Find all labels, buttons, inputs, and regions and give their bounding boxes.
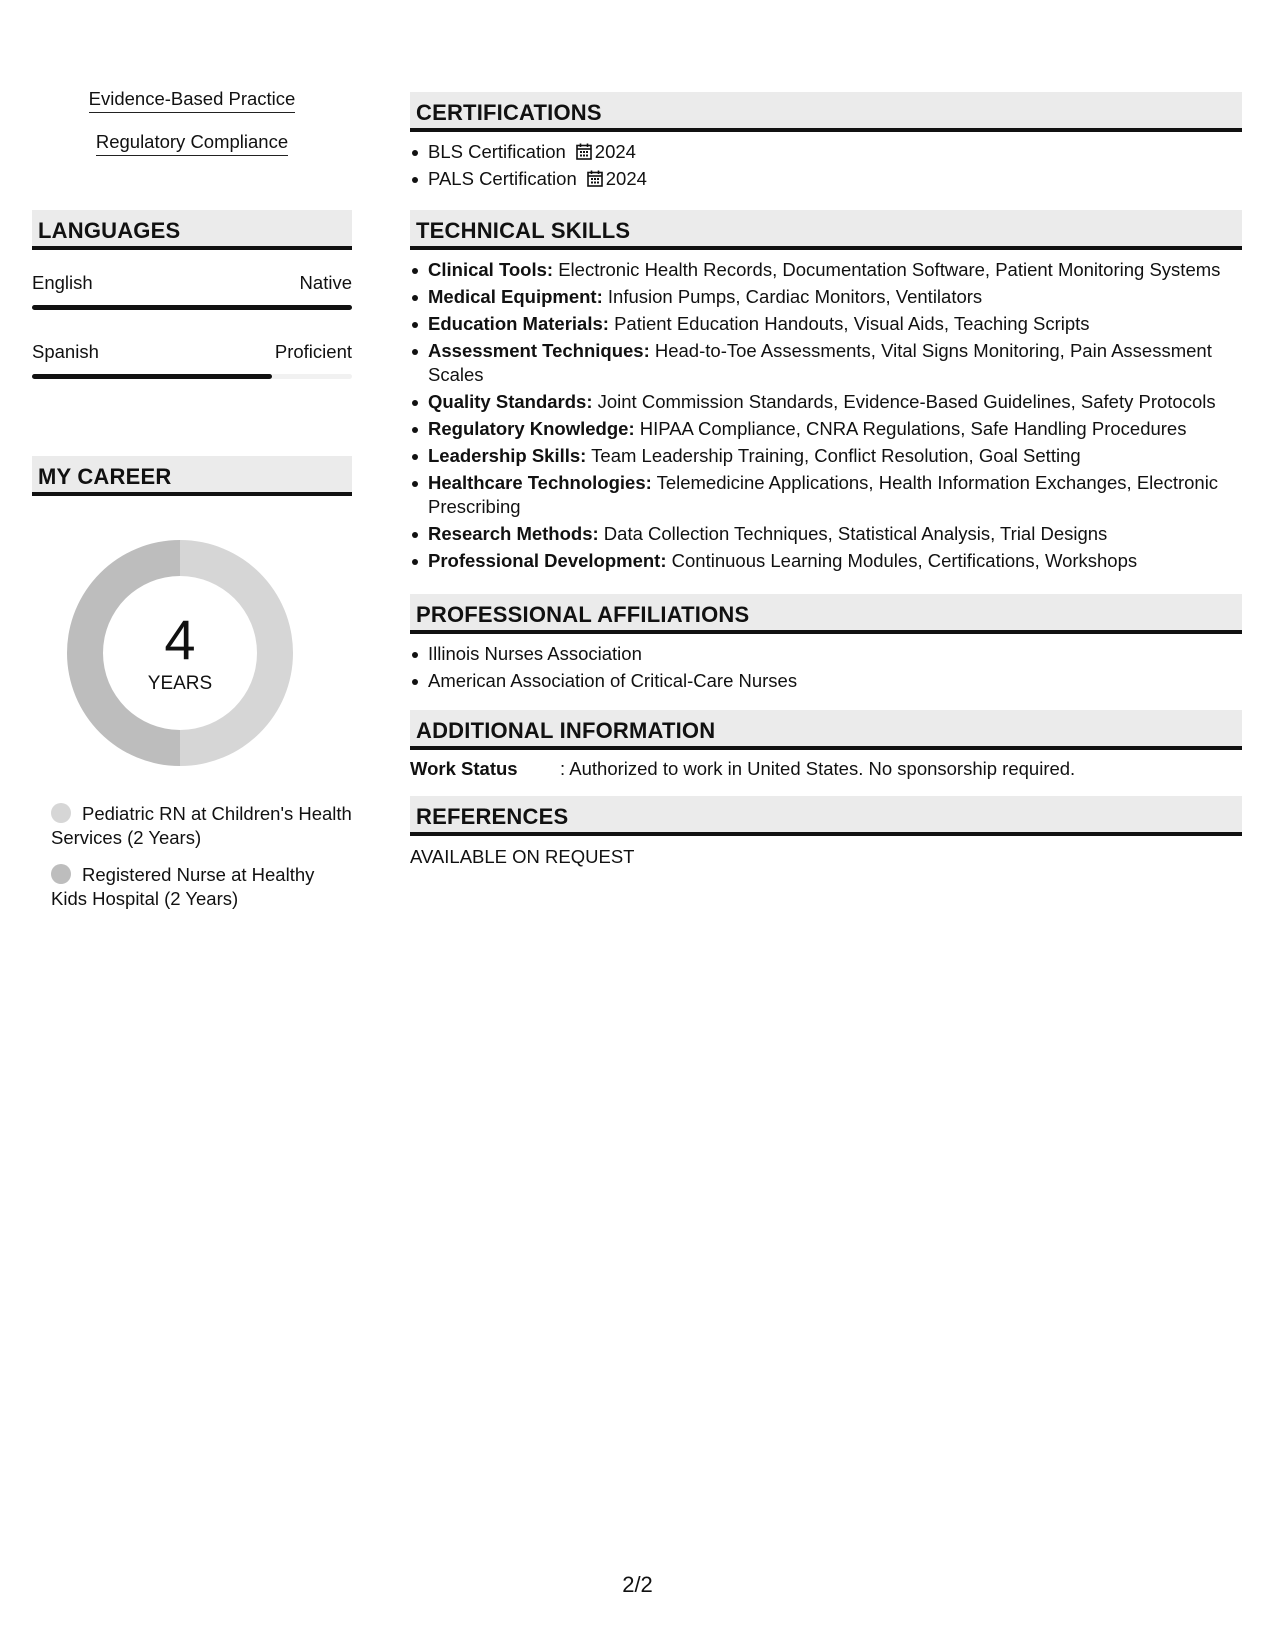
references-section (410, 796, 1242, 868)
affiliation-item: Illinois Nurses Association (410, 642, 1242, 666)
languages-section (32, 210, 352, 379)
career-legend-item (51, 863, 352, 911)
career-donut-chart (67, 540, 293, 766)
affiliations-heading: PROFESSIONAL AFFILIATIONS (410, 594, 1242, 634)
skill-item (410, 285, 1242, 309)
skill-text: Electronic Health Records, Documentation Software, Patient Monitoring Systems (553, 259, 1221, 280)
language-name: Spanish (32, 341, 99, 362)
career-total-years: 4 (164, 608, 196, 671)
skill-label: Assessment Techniques: (428, 340, 650, 361)
legend-dot-icon (51, 864, 71, 884)
affiliations-section (410, 594, 1242, 696)
skill-text: Joint Commission Standards, Evidence-Based Guidelines, Safety Protocols (592, 391, 1216, 412)
career-total-unit: YEARS (147, 673, 213, 694)
skill-item (410, 522, 1242, 546)
skill-label: Healthcare Technologies: (428, 472, 652, 493)
skill-item (410, 339, 1242, 387)
calendar-icon (576, 143, 592, 160)
career-legend-label: Registered Nurse at Healthy Kids Hospital (2 Years) (51, 864, 315, 909)
language-level: Native (299, 272, 352, 293)
technical-skills-section (410, 210, 1242, 576)
certifications-heading: CERTIFICATIONS (410, 92, 1242, 132)
skill-item (410, 312, 1242, 336)
work-status-value: : Authorized to work in United States. No sponsorship required. (560, 758, 1076, 779)
career-legend (32, 802, 352, 911)
work-status-label: Work Status (410, 758, 518, 779)
calendar-icon (587, 170, 603, 187)
affiliation-item: American Association of Critical-Care Nurses (410, 669, 1242, 693)
skill-label: Education Materials: (428, 313, 609, 334)
career-legend-label: Pediatric RN at Children's Health Services (2 Years) (51, 803, 352, 848)
work-status-row (410, 758, 1242, 780)
affiliations-list (410, 642, 1242, 693)
career-legend-item (51, 802, 352, 850)
certification-name: PALS Certification (428, 168, 577, 189)
language-row (32, 272, 352, 294)
certification-item (410, 167, 1242, 191)
skill-label: Quality Standards: (428, 391, 593, 412)
skill-label: Research Methods: (428, 523, 599, 544)
language-bar (32, 305, 352, 310)
certification-item (410, 140, 1242, 164)
references-text: AVAILABLE ON REQUEST (410, 846, 635, 867)
references-heading: REFERENCES (410, 796, 1242, 836)
additional-info-heading: ADDITIONAL INFORMATION (410, 710, 1242, 750)
skill-text: Patient Education Handouts, Visual Aids, Teaching Scripts (608, 313, 1090, 334)
skill-item (410, 549, 1242, 573)
skill-tag: Regulatory Compliance (96, 131, 288, 156)
skill-text: Team Leadership Training, Conflict Resolution, Goal Setting (586, 445, 1081, 466)
skill-label: Professional Development: (428, 550, 667, 571)
skill-item (410, 417, 1242, 441)
language-bar-fill (32, 374, 272, 379)
certification-name: BLS Certification (428, 141, 566, 162)
skill-tag: Evidence-Based Practice (89, 88, 296, 113)
certifications-section (410, 92, 1242, 194)
skill-item (410, 444, 1242, 468)
technical-skills-heading: TECHNICAL SKILLS (410, 210, 1242, 250)
skill-text: Infusion Pumps, Cardiac Monitors, Ventilators (602, 286, 983, 307)
skill-item (410, 258, 1242, 282)
skill-item (410, 471, 1242, 519)
skill-text: Continuous Learning Modules, Certifications, Workshops (666, 550, 1138, 571)
certification-year: 2024 (594, 141, 636, 162)
language-row (32, 341, 352, 363)
skill-tags (32, 88, 352, 174)
language-bar (32, 374, 352, 379)
skill-item (410, 390, 1242, 414)
additional-info-section (410, 710, 1242, 780)
certifications-list (410, 140, 1242, 191)
technical-skills-list (410, 258, 1242, 573)
skill-text: Telemedicine Applications, Health Information Exchanges, Electronic Prescribing (428, 472, 1219, 517)
legend-dot-icon (51, 803, 71, 823)
skill-text: Head-to-Toe Assessments, Vital Signs Monitoring, Pain Assessment Scales (428, 340, 1212, 385)
skill-label: Regulatory Knowledge: (428, 418, 635, 439)
skill-label: Clinical Tools: (428, 259, 554, 280)
career-heading: MY CAREER (32, 456, 352, 496)
languages-heading: LANGUAGES (32, 210, 352, 250)
career-section (32, 456, 352, 924)
language-bar-fill (32, 305, 352, 310)
language-level: Proficient (274, 341, 352, 362)
skill-text: Data Collection Techniques, Statistical Analysis, Trial Designs (598, 523, 1108, 544)
skill-text: HIPAA Compliance, CNRA Regulations, Safe Handling Procedures (634, 418, 1187, 439)
language-name: English (32, 272, 93, 293)
certification-year: 2024 (605, 168, 647, 189)
page-number: 2/2 (622, 1572, 653, 1597)
skill-label: Leadership Skills: (428, 445, 587, 466)
skill-label: Medical Equipment: (428, 286, 603, 307)
